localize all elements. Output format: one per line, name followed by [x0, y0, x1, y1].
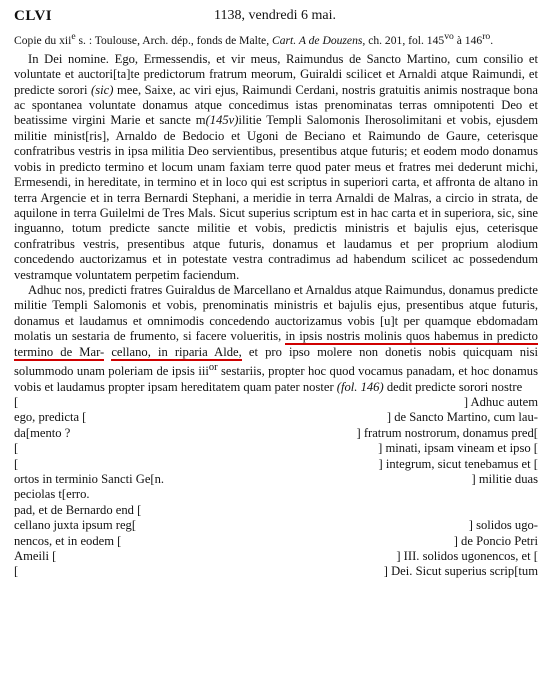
fragment-line: ego, predicta [ ] de Sancto Martino, cum lau- [14, 410, 538, 425]
charter-paragraph-1: In Dei nomine. Ego, Ermessendis, et vir meus, Raimundus de Sancto Martino, cum consilio et voluntate et auctori[ta]te predictorum fratrum meorum, Guiraldi scilicet et Arnaldi atque Raimundi, et predicte sorori (sic) mee, Saixe, ac viri ejus, Raimundi Cerdani, nostris gratuitis animis nostraque bona ac spontanea voluntate donamus atque concedimus istas prenominatas terras omnipotenti Deo et beatissime virgini Marie et sancte m(145v)ilitie Templi Salomonis Iherosolimitani et vobis, ejusdem militie minist[ris], Arnaldo de Bedocio et Ugoni de Beciano et Raimundo de Gaure, ceterisque confratribus vestris in ipsa militia Deo servientibus, presentibus atque futuris; et eodem modo donamus vobis in predicto termino et locum unam faxiam terre quod pater meus et fratres mei dederunt michi, Ermesendi, in hereditate, in termino et in loco qui est scriptus in superiori carta, et affronta de altano in terra Argencie et in terra Bernardi Stephani, a meridie in terra Arnaldi de Malras, a circio in strata, de aquilone in terra Guilelmi de Tres Mals. Sicut superius scriptum est in hac carta et in superiora, sic, sine inguanno, totum predicte sancte militie et vobis, predictis ministris et bajulis ejus, ceterisque confratribus vestris, presentibus atque futuris, donamus et laudamus et per proprium alodium concedendo auctorizamus et in potestate vestra contradimus ad habendum scilicet ac possedendum vestramque voluntatem perpetim faciendum. [14, 51, 538, 282]
charter-paragraph-2: Adhuc nos, predicti fratres Guiraldus de Marcellano et Arnaldus atque Raimundus, donamus predicte militie Templi Salomonis et vobis, prenominatis ministris et bajulis ejus, presentibus atque futuris, donamus et laudamus et omnimodis concedendo auctorizamus vobis [u]t per quamque ebdomadam molatis un sestaria de frumento, si facere volueritis, in ipsis nostris molinis quos habemus in predicto termino de Mar- cellano, in riparia Alde, et pro ipso molere non donetis nobis quicquam nisi solummodo unam poleriam de ipsis iii$^{or}$ sestariis, propter hoc quod vocamus panadam, et hoc donamus vobis et laudamus propter ipsam hereditatem quam pater noster (fol. 146) dedit predicte sorori nostre [14, 282, 539, 394]
fragment-line: cellano juxta ipsum reg[ ] solidos ugo- [14, 518, 538, 533]
fragment-lines [14, 395, 538, 580]
fragment-line: pad, et de Bernardo end [ [14, 502, 142, 517]
document-date: 1138, vendredi 6 mai. [214, 8, 336, 23]
fragment-line: ortos in terminio Sancti Ge[n. ] militie duas [14, 472, 538, 487]
highlighted-passage-line-2: cellano, in riparia Alde, [111, 344, 242, 359]
fragment-line: [ ] integrum, sicut tenebamus et [ [14, 456, 538, 471]
document-number: CLVI [14, 8, 53, 24]
highlighted-passage-line-1: in ipsis nostris molinis quos habemus in predicto termino de Mar- [14, 329, 538, 359]
document-page [14, 6, 538, 580]
document-header [14, 6, 538, 28]
fragment-line: [ ] minati, ipsam vineam et ipso [ [14, 441, 538, 456]
fragment-line: [ ] Adhuc autem [14, 394, 538, 409]
fragment-line: da[mento ? ] fratrum nostrorum, donamus pred[ [14, 425, 538, 440]
fragment-line: peciolas t[erro. [14, 487, 90, 502]
fragment-line: Ameili [ ] III. solidos ugonencos, et [ [14, 549, 538, 564]
source-note: Copie du xii$^e$ s. : Toulouse, Arch. dép., fonds de Malte, Cart. A de Douzens, ch. 201, fol. $145^{vo}$ à $146^{ro}$. [14, 31, 494, 47]
fragment-line: nencos, et in eodem [ ] de Poncio Petri [14, 533, 538, 548]
fragment-line: [ ] Dei. Sicut superius scrip[tum [14, 564, 538, 579]
